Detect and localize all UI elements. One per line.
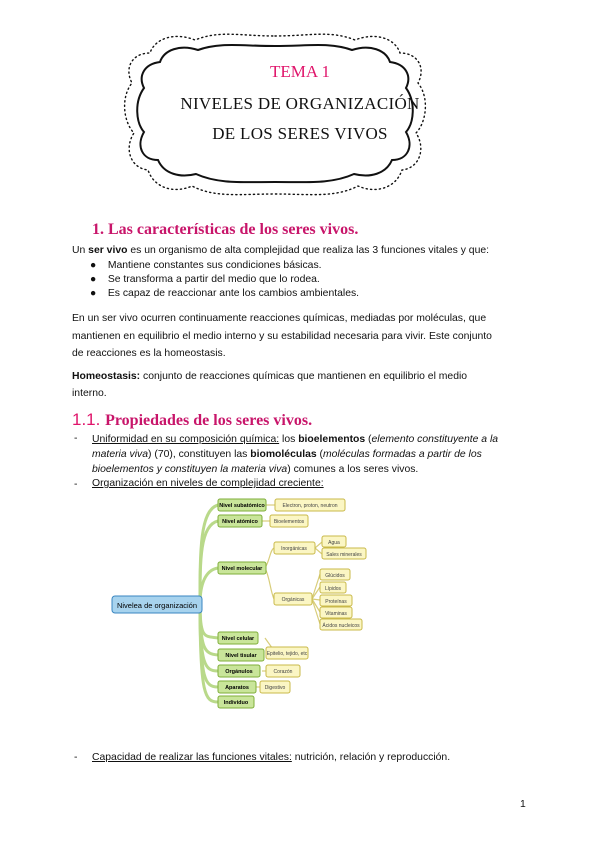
note-acidos-label: Ácidos nucleicos [322,623,360,629]
node-organicas-label: Orgánicas [281,597,305,603]
list-item: ● Es capaz de reaccionar ante los cambios ambientales. [90,288,360,299]
note-subatomico-label: Electron, proton, neutron [282,503,338,509]
property-uniformity: Uniformidad en su composición química: los bioelementos (elemento constituyente a la materia viva) (70), constituyen las biomoléculas (moléculas formadas a partir de los bioelementos y constituyen la materia viva) comunes a los seres vivos. [92,434,499,475]
homeostasis-definition: Homeostasis: conjunto de reacciones químicas que mantienen en equilibrio el medio interno. [72,371,468,399]
organization-levels-diagram [100,490,380,715]
node-subatomico-label: Nivel subatómico [219,503,265,509]
node-organulos-label: Orgánulos [225,669,253,675]
list-item: ● Se transforma a partir del medio que lo rodea. [90,274,320,285]
section-1-heading: 1. Las características de los seres vivos. [92,221,359,238]
node-celular-label: Nivel celular [221,636,255,642]
bullet-list [90,259,359,301]
note-glucidos-label: Glúcidos [325,573,345,579]
note-atomico-label: Bioelementos [273,519,305,525]
diagram-links [200,505,218,702]
node-tisular-label: Nivel tisular [225,653,257,659]
intro-paragraph: Un ser vivo es un organismo de alta complejidad que realiza las 3 funciones vitales y que: [72,245,490,256]
page-number: 1 [520,799,526,810]
note-tisular-label: Epitelio, tejido, etc [266,651,308,657]
note-agua-label: Agua [328,540,340,546]
homeostasis-paragraph: En un ser vivo ocurren continuamente reacciones químicas, mediadas por moléculas, que mantienen en equilibrio el medio interno y su estabilidad necesaria para vivir. Este conjunto de reacciones es la homeostasis. [72,313,492,359]
node-aparatos-label: Aparatos [225,685,249,691]
note-proteinas-label: Proteínas [325,599,347,605]
node-atomico-label: Nivel atómico [222,519,258,525]
page-title-line-1: NIVELES DE ORGANIZACIÓN [180,94,420,113]
note-aparatos-label: Digestivo [264,685,286,691]
diagram-root-label: Nivelea de organización [116,601,198,610]
note-lipidos-label: Lípidos [324,586,342,592]
node-molecular-label: Nivel molecular [221,566,263,572]
list-item: ● Mantiene constantes sus condiciones básicas. [90,260,322,271]
note-vitaminas-label: Vitaminas [325,611,347,617]
node-individuo-label: Individuo [223,700,249,706]
tema-label: TEMA 1 [270,62,330,81]
node-inorganicas-label: Inorgánicas [281,546,307,552]
section-1-1-heading: 1.1. Propiedades de los seres vivos. [72,410,313,429]
note-organos-label: Corazón [273,669,293,675]
title-frame [120,28,430,203]
note-sales-label: Sales minerales [326,552,362,558]
page-title-line-2: DE LOS SERES VIVOS [212,124,388,143]
property-organization: Organización en niveles de complejidad creciente: [92,478,324,489]
property-vital-functions: Capacidad de realizar las funciones vitales: nutrición, relación y reproducción. [92,752,451,763]
